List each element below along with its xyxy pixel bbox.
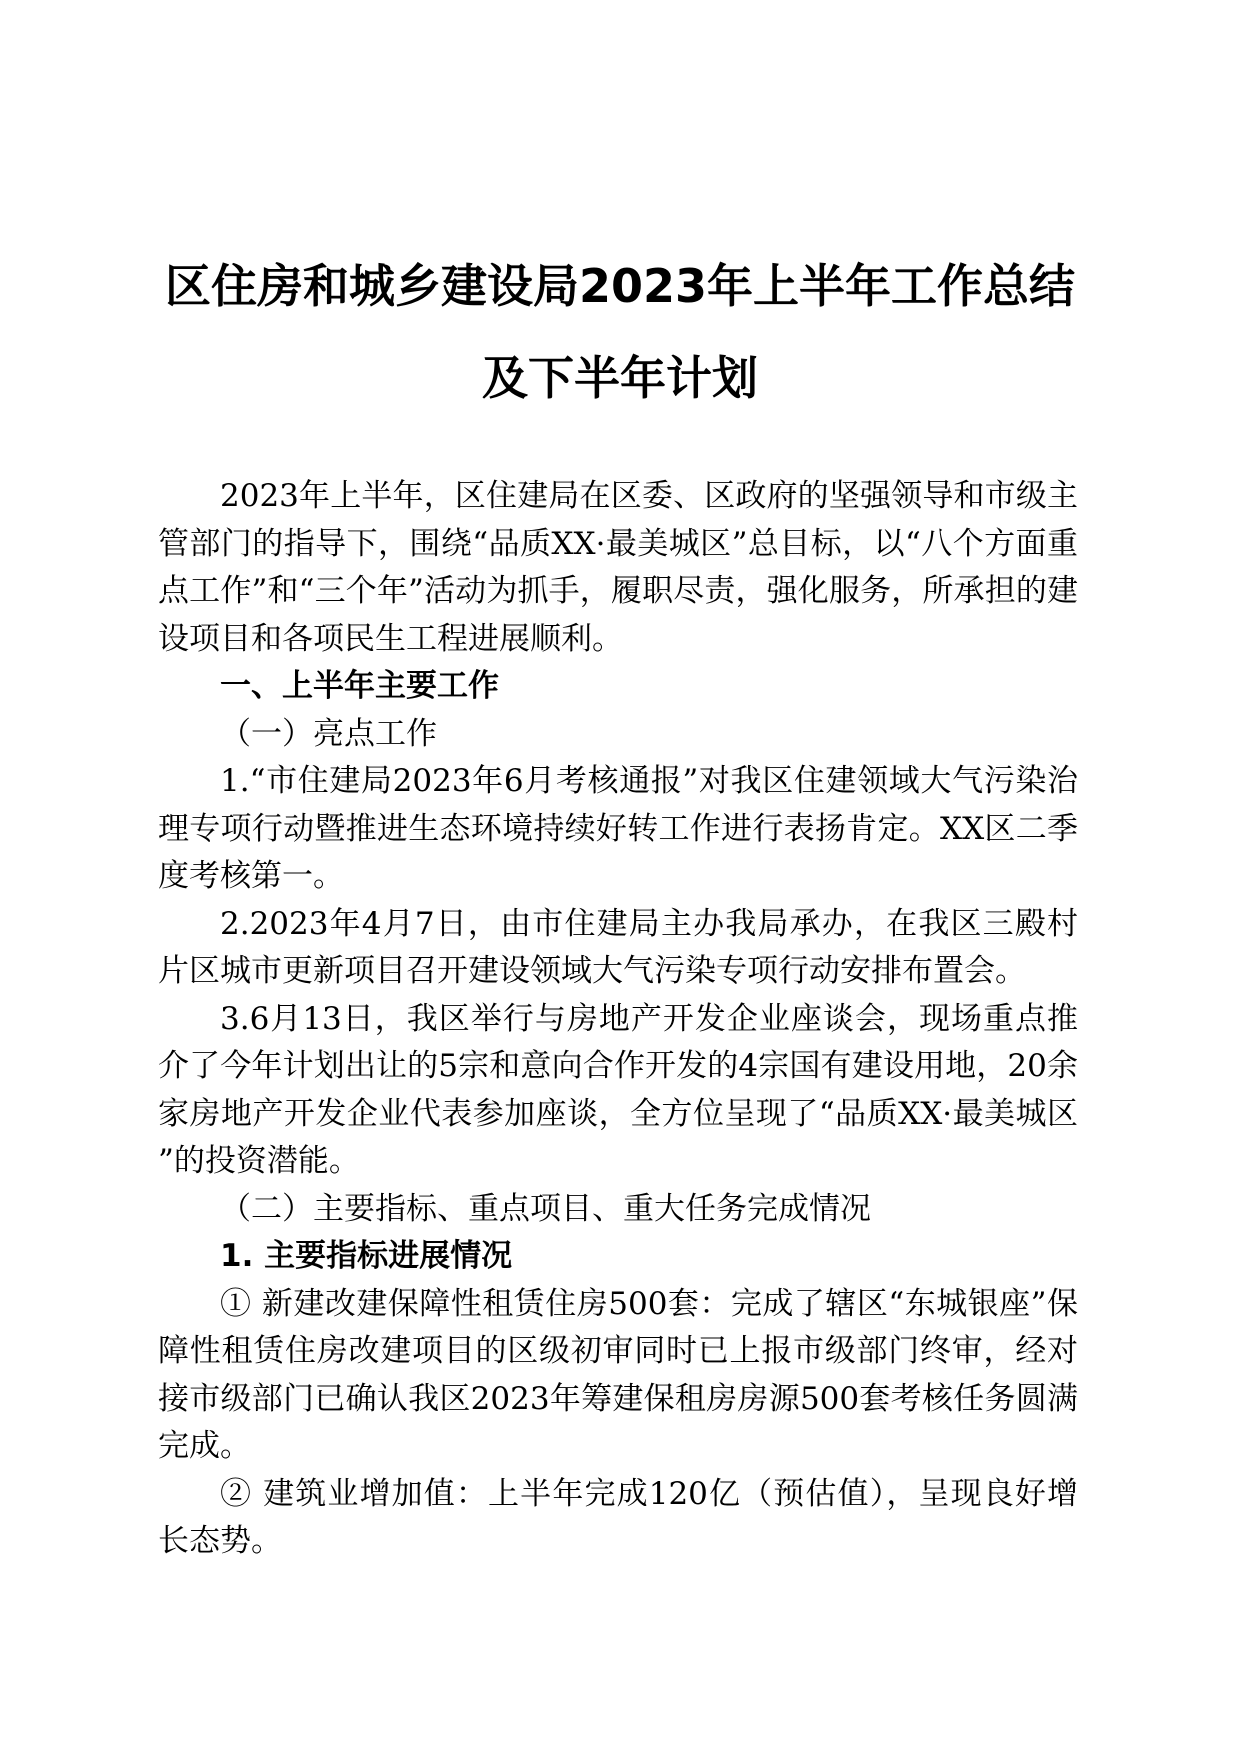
indicator-item-1: ① 新建改建保障性租赁住房500套：完成了辖区“东城银座”保障性租赁住房改建项目的区级初审同时已上报市级部门终审，经对接市级部门已确认我区2023年筹建保租房房源500套考核任务圆满完成。 <box>158 1285 1078 1464</box>
highlight-item-2: 2.2023年4月7日，由市住建局主办我局承办，在我区三殿村片区城市更新项目召开建设领域大气污染专项行动安排布置会。 <box>158 905 1078 989</box>
highlight-item-1: 1.“市住建局2023年6月考核通报”对我区住建领域大气污染治理专项行动暨推进生态环境持续好转工作进行表扬肯定。XX区二季度考核第一。 <box>158 763 1078 894</box>
indicator-item-2: ② 建筑业增加值：上半年完成120亿（预估值），呈现良好增长态势。 <box>158 1475 1078 1559</box>
document-body <box>158 473 1078 1566</box>
subsection-heading-indicators: （二）主要指标、重点项目、重大任务完成情况 <box>220 1190 871 1227</box>
intro-paragraph: 2023年上半年，区住建局在区委、区政府的坚强领导和市级主管部门的指导下，围绕“品质XX·最美城区”总目标，以“八个方面重点工作”和“三个年”活动为抓手，履职尽责，强化服务，所承担的建设项目和各项民生工程进展顺利。 <box>158 478 1078 657</box>
highlight-item-3: 3.6月13日，我区举行与房地产开发企业座谈会，现场重点推介了今年计划出让的5宗和意向合作开发的4宗国有建设用地，20余家房地产开发企业代表参加座谈，全方位呈现了“品质XX·最美城区”的投资潜能。 <box>158 1000 1078 1179</box>
document-title-line-1: 区住房和城乡建设局2023年上半年工作总结 <box>164 259 1076 313</box>
subsection-heading-highlights: （一）亮点工作 <box>220 715 437 752</box>
section-heading-1: 一、上半年主要工作 <box>220 668 499 704</box>
indicator-heading: 1. 主要指标进展情况 <box>220 1238 513 1274</box>
document-title-line-2: 及下半年计划 <box>482 351 758 405</box>
